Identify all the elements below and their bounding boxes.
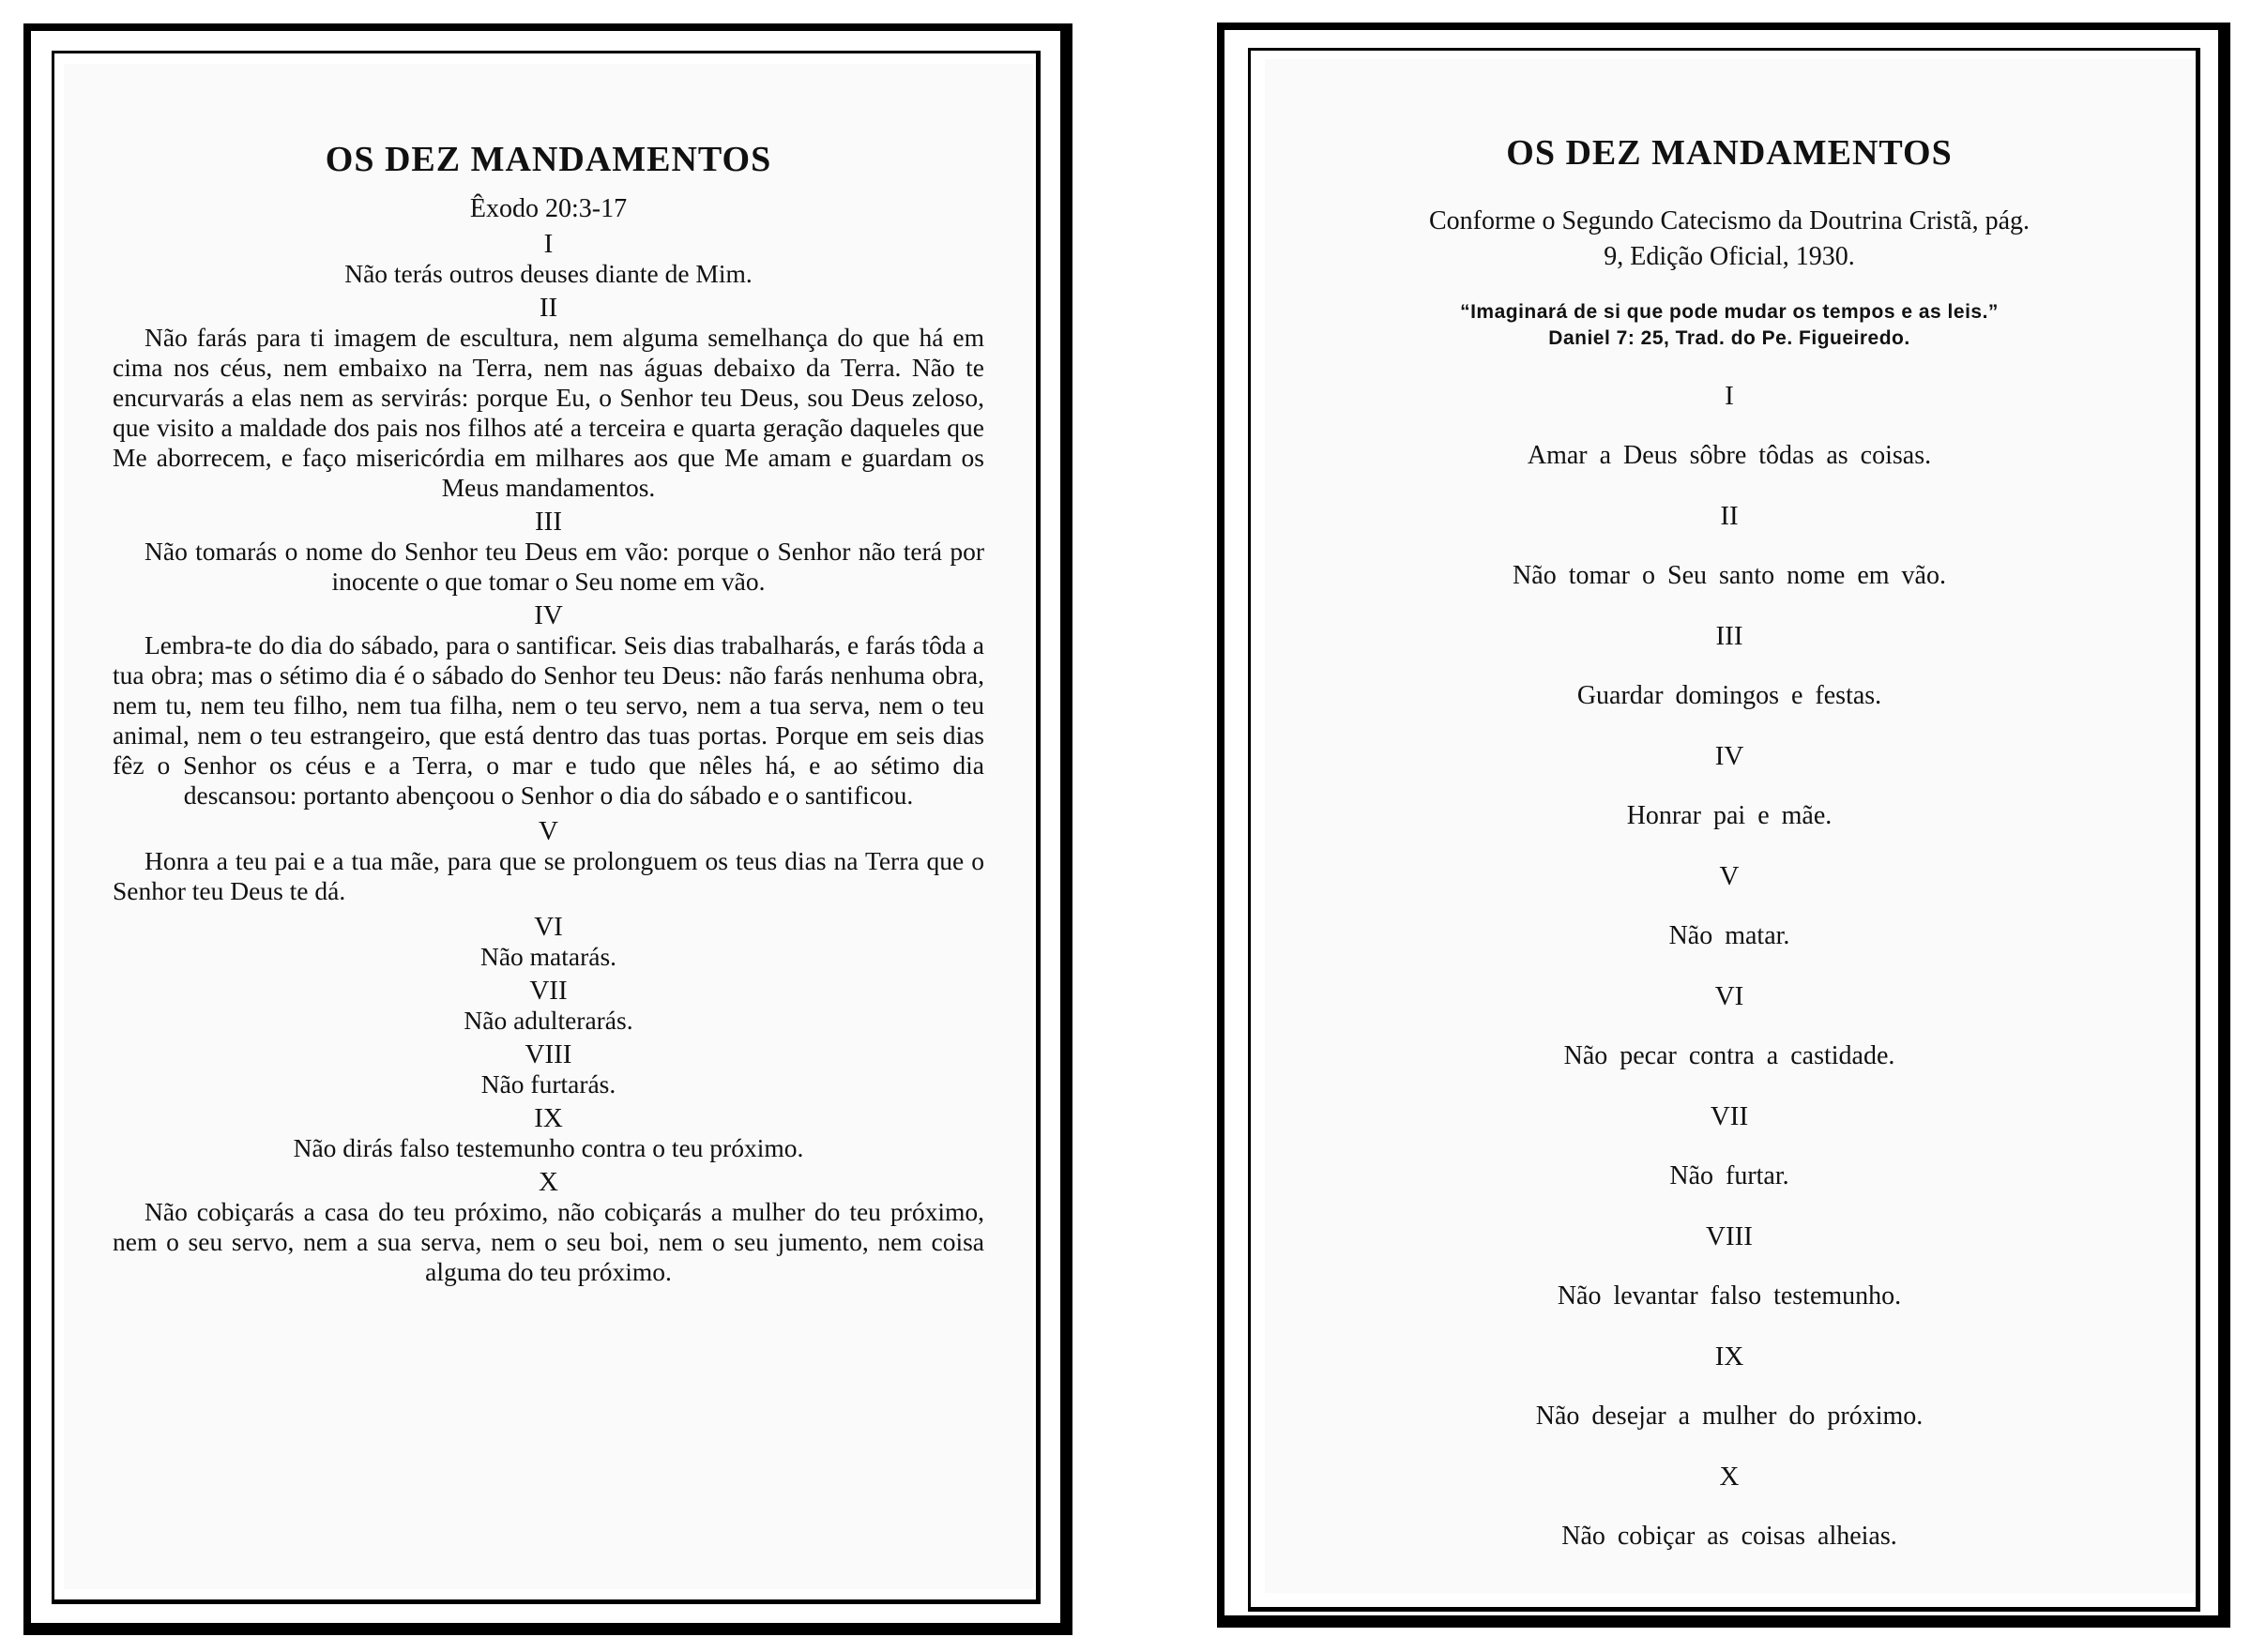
commandment-text: Não tomarás o nome do Senhor teu Deus em vão: porque o Senhor não terá por inocente o que tomar o Seu nome em vão.: [144, 537, 984, 596]
commandment-9: [113, 1103, 984, 1163]
commandment-numeral: II: [1720, 501, 1739, 531]
commandment-numeral: X: [1719, 1462, 1740, 1492]
commandment-text: Não adulterarás.: [464, 1006, 633, 1035]
commandment-numeral: IV: [534, 600, 563, 630]
commandment-4: [113, 600, 984, 811]
daniel-quote: [1302, 299, 2156, 352]
commandment-numeral: VII: [1710, 1101, 1749, 1131]
catechism-commandment-10: [1302, 1461, 2156, 1553]
commandment-text: Não cobiçarás a casa do teu próximo, não cobiçarás a mulher do teu próximo, nem o seu servo, nem a sua serva, nem o seu boi, nem o seu jumento, nem coisa alguma do teu próximo.: [113, 1197, 984, 1286]
commandment-text: Não pecar contra a castidade.: [1563, 1041, 1895, 1070]
commandment-text: Não farás para ti imagem de escultura, nem alguma semelhança do que há em cima nos céus, nem embaixo na Terra, nem nas águas debaixo da Terra. Não te encurvarás a elas nem as servirás: porque Eu, o Senhor teu Deus, sou Deus zeloso, que visito a maldade dos pais nos filhos até a terceira e quarta geração daqueles que Me aborrecem, e faço misericórdia em milhares aos que Me amam e guardam os Meus mandamentos.: [113, 323, 984, 502]
catechism-commandment-4: [1302, 740, 2156, 832]
commandment-text: Não terás outros deuses diante de Mim.: [344, 259, 753, 288]
commandment-text: Não matarás.: [479, 942, 617, 971]
left-page-title: OS DEZ MANDAMENTOS: [325, 140, 772, 179]
left-page-reference: Êxodo 20:3-17: [469, 194, 628, 223]
commandment-numeral: IX: [1714, 1341, 1744, 1372]
subtitle-line-2: 9, Edição Oficial, 1930.: [1604, 242, 1855, 271]
commandment-numeral: VI: [534, 912, 563, 942]
commandment-text: Honra a teu pai e a tua mãe, para que se prolonguem os teus dias na Terra que o Senhor teu Deus te dá.: [113, 846, 984, 905]
quote-line-2: Daniel 7: 25, Trad. do Pe. Figueiredo.: [1548, 327, 1910, 349]
commandment-text: Não matar.: [1668, 921, 1790, 950]
subtitle-line-1: Conforme o Segundo Catecismo da Doutrina Cristã, pág.: [1429, 206, 2030, 235]
left-panel-outer-frame: [23, 23, 1072, 1635]
right-panel-inner-frame: [1248, 48, 2200, 1612]
right-panel-outer-frame: [1217, 23, 2230, 1628]
commandment-text: Amar a Deus sôbre tôdas as coisas.: [1527, 441, 1932, 470]
commandment-numeral: VI: [1714, 981, 1744, 1011]
commandment-numeral: V: [539, 816, 558, 846]
commandment-numeral: III: [1715, 621, 1743, 651]
commandment-numeral: I: [543, 229, 554, 259]
catechism-commandment-3: [1302, 620, 2156, 712]
catechism-commandment-6: [1302, 980, 2156, 1072]
commandment-2: [113, 293, 984, 503]
left-panel-content: [64, 64, 1033, 1589]
catechism-commandment-2: [1302, 500, 2156, 592]
commandment-text: Não levantar falso testemunho.: [1557, 1281, 1902, 1311]
commandment-text: Não desejar a mulher do próximo.: [1535, 1402, 1924, 1431]
commandment-numeral: III: [535, 507, 562, 537]
commandment-numeral: IX: [534, 1103, 563, 1133]
commandment-3: [113, 507, 984, 597]
commandment-numeral: VIII: [1706, 1221, 1753, 1251]
commandment-text: Não furtarás.: [480, 1069, 616, 1099]
catechism-commandment-8: [1302, 1220, 2156, 1312]
commandment-text: Guardar domingos e festas.: [1576, 681, 1882, 710]
commandment-5: [113, 816, 984, 906]
commandment-numeral: VIII: [525, 1039, 572, 1069]
catechism-commandment-7: [1302, 1100, 2156, 1192]
catechism-commandment-5: [1302, 860, 2156, 952]
commandment-text: Honrar pai e mãe.: [1626, 801, 1833, 830]
commandment-numeral: IV: [1714, 741, 1744, 771]
right-page-title: OS DEZ MANDAMENTOS: [1506, 133, 1953, 173]
commandment-numeral: V: [1719, 861, 1740, 891]
commandment-text: Não cobiçar as coisas alheias.: [1561, 1522, 1897, 1551]
commandment-numeral: VII: [529, 976, 568, 1006]
commandment-text: Lembra-te do dia do sábado, para o santificar. Seis dias trabalharás, e farás tôda a tua obra; mas o sétimo dia é o sábado do Senhor teu Deus: não farás nenhuma obra, nem tu, nem teu filho, nem tua filha, nem o teu servo, nem a tua serva, nem o teu animal, nem o teu estrangeiro, que está dentro das tuas portas. Porque em seis dias fêz o Senhor os céus e a Terra, o mar e tudo que nêles há, e ao sétimo dia descansou: portanto abençoou o Senhor o dia do sábado e o santificou.: [113, 630, 984, 810]
commandment-text: Não furtar.: [1669, 1161, 1789, 1190]
commandment-8: [113, 1039, 984, 1099]
commandment-text: Não tomar o Seu santo nome em vão.: [1513, 561, 1946, 590]
right-page-subtitle: [1302, 204, 2156, 275]
left-panel-inner-frame: [52, 51, 1041, 1604]
commandment-10: [113, 1167, 984, 1287]
commandment-numeral: X: [539, 1167, 558, 1197]
right-panel-content: [1265, 59, 2194, 1593]
commandment-7: [113, 976, 984, 1036]
catechism-commandment-9: [1302, 1341, 2156, 1432]
commandment-numeral: I: [1725, 381, 1734, 411]
catechism-commandment-1: [1302, 380, 2156, 472]
commandment-6: [113, 912, 984, 972]
quote-line-1: “Imaginará de si que pode mudar os tempos e as leis.”: [1460, 301, 1999, 323]
commandment-numeral: II: [539, 293, 558, 323]
commandment-1: [113, 229, 984, 289]
commandment-text: Não dirás falso testemunho contra o teu próximo.: [293, 1133, 804, 1162]
